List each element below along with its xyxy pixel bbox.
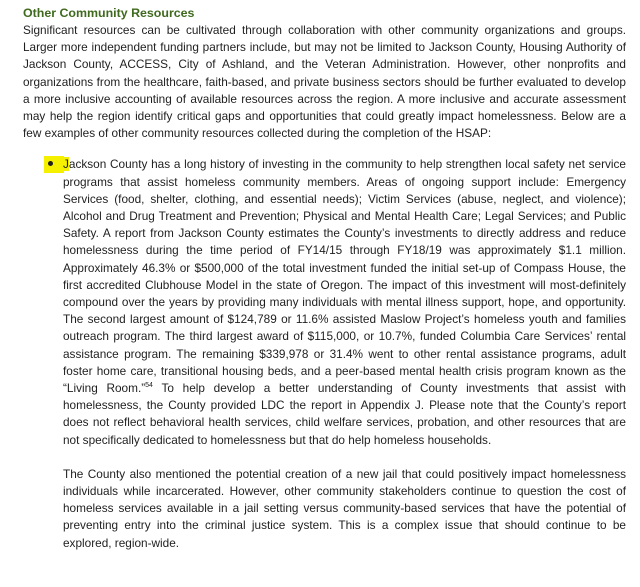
intro-paragraph: Significant resources can be cultivated through collaboration with other community organizations and groups. Larger more independent funding partners include, but may not be limited to Jackson County, Housing Authority of Jackson County, ACCESS, City of Ashland, and the Veteran Administration. However, other nonprofits and organizations from the healthcare, faith-based, and private business sectors should be further evaluated to develop a more inclusive accounting of available resources across the region. A more inclusive and accurate assessment may help the region identify critical gaps and opportunities that could greatly impact homelessness. Below are a few examples of other community resources collected during the completion of the HSAP: [23, 23, 626, 141]
section-heading: Other Community Resources [23, 6, 195, 20]
bullet-text-main: ackson County has a long history of investing in the community to help strengthen local safety net service programs that assist homeless community members. Areas of ongoing support include: Emergency Services (food, shelter, clothing, and essential needs); Victim Services (abuse, neglect, and violence); Alcohol and Drug Treatment and Prevention; Physical and Mental Health Care; Legal Services; and Public Safety. A report from Jackson County estimates the County’s investments to directly address and reduce homelessness during the time period of FY14/15 through FY18/19 was approximately $1.1 million. Approximately 46.3% or $500,000 of the total investment funded the initial set-up of Compass House, the first accredited Clubhouse Model in the state of Oregon. The impact of this investment will most-definitely compound over the years by providing many individuals with mental illness support, hope, and opportunity. The second largest amount of $124,789 or 11.6% assisted Maslow Project’s homeless youth and families outreach program. The third largest award of $115,000, or 10.7%, funded Columbia Care Services’ rental assistance program. The remaining $339,978 or 31.4% went to other rental assistance programs, adult foster home care, transitional housing beds, and a peer-based mental health crisis program known as the “Living Room.” [63, 157, 626, 396]
highlighted-first-letter: J [63, 157, 69, 172]
footnote-reference: 54 [145, 382, 153, 390]
closing-paragraph: The County also mentioned the potential creation of a new jail that could positively impact homelessness individuals while incarcerated. However, other community stakeholders continue to question the cost of homeless services available in a jail setting versus community-based services that have the potential of preventing entry into the criminal justice system. This is a complex issue that should continue to be explored, region-wide. [63, 466, 626, 550]
bullet-text-rest: To help develop a better understanding of County investments that assist with homelessness, the County provided LDC the report in Appendix J. Please note that the County’s report does not reflect behavioral health services, child welfare services, probation, and other resources that are not specifically dedicated to homelessness but that do help homeless households. [63, 381, 626, 447]
bullet-paragraph [63, 156, 626, 448]
bullet-item [23, 156, 626, 448]
bullet-dot-icon [48, 161, 53, 166]
highlight-mark [44, 156, 64, 173]
